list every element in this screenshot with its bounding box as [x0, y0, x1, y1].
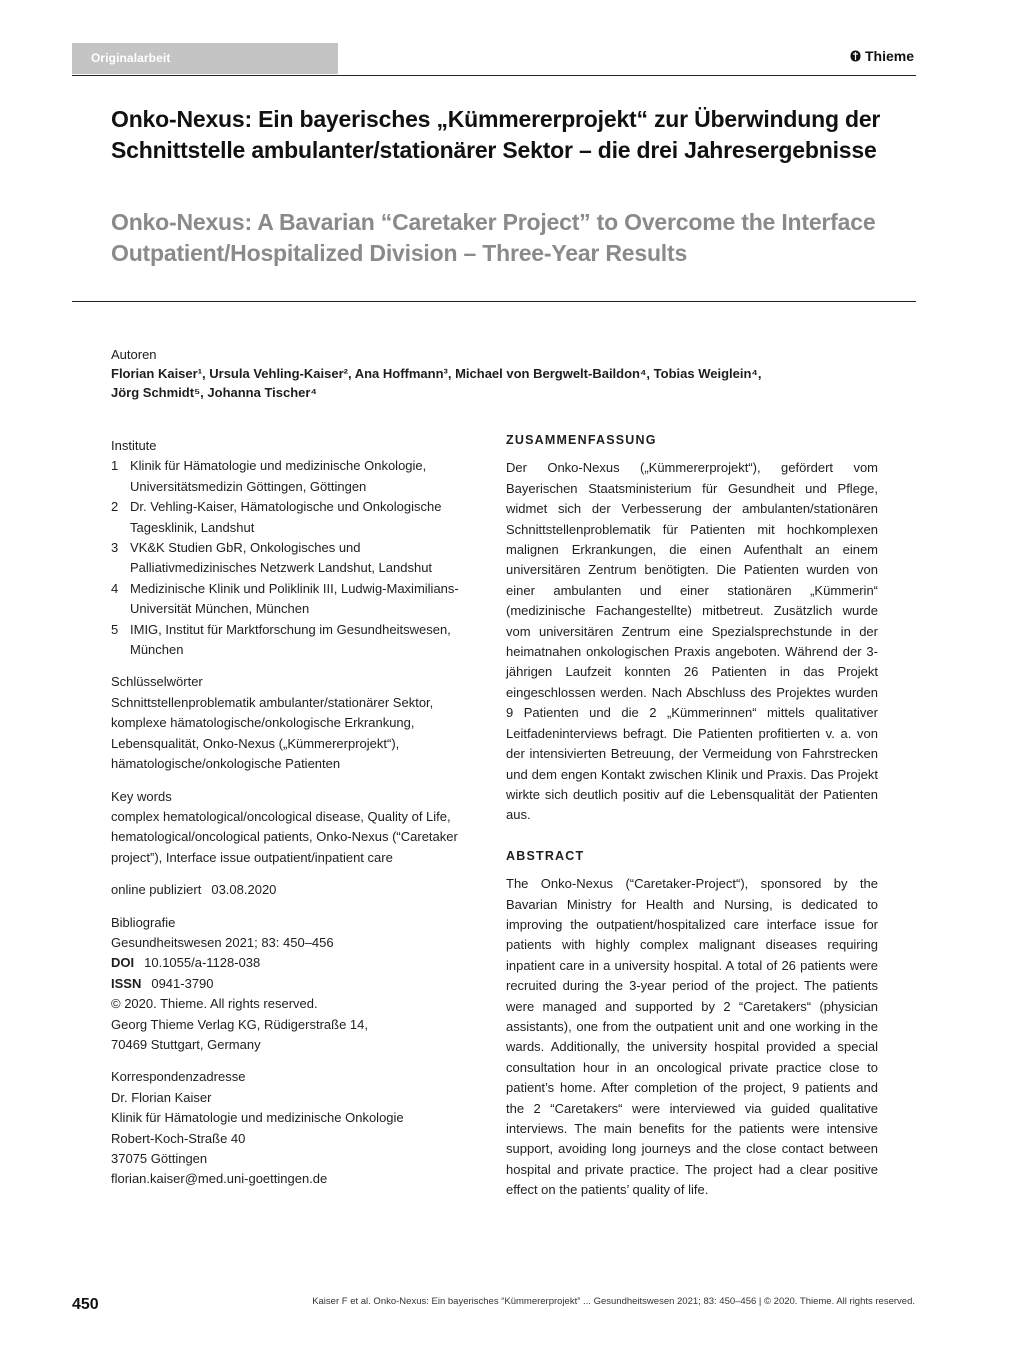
publisher-address-line-1: Georg Thieme Verlag KG, Rüdigerstraße 14, [111, 1016, 368, 1032]
keywords-de-section [111, 672, 483, 774]
abstract-heading: ABSTRACT [506, 848, 585, 863]
institute-item [111, 538, 483, 579]
zusammenfassung-heading: ZUSAMMENFASSUNG [506, 433, 657, 447]
issn-line [111, 974, 483, 994]
published-section [111, 880, 483, 900]
institute-text: VK&K Studien GbR, Onkologisches und Palliativmedizinisches Netzwerk Landshut, Landshut [130, 540, 433, 576]
bibliography-journal: Gesundheitswesen 2021; 83: 450–456 [111, 934, 334, 950]
keywords-de-text: Schnittstellenproblematik ambulanter/stationärer Sektor, komplexe hämatologische/onkologische Erkrankung, Lebensqualität, Onko-Nexus („Kümmererprojekt“), hämatologische/onkologische Patienten [111, 694, 434, 772]
correspondence-section [111, 1067, 483, 1189]
institute-item [111, 497, 483, 538]
header-rule [72, 75, 916, 76]
institutes-label: Institute [111, 438, 157, 453]
bibliography-label: Bibliografie [111, 914, 176, 930]
publisher-logo [850, 48, 914, 64]
zusammenfassung-text: Der Onko-Nexus („Kümmererprojekt“), gefördert vom Bayerischen Staatsministerium für Gesundheit und Pflege, widmet sich der Verbesserung der ambulanten/stationären Schnittstellenproblematik für Patienten mit hochkomplexen malignen Erkrankungen, die einen Aufenthalt an einem universitären Zentrum benötigten. Die Patienten wurden von einer ambulanten und einer stationären „Kümmerin“ (medizinische Fachangestellte) mitbetreut. Zusätzlich wurde vom universitären Zentrum eine Spezialsprechstunde in der heimatnahen onkologischen Praxis angeboten. Während der 3-jährigen Laufzeit konnten 26 Patienten in das Projekt eingeschlossen werden. Nach Abschluss des Projektes wurden 9 Patienten und die 2 „Kümmerinnen“ mittels qualitativer Leitfadeninterviews befragt. Die Patienten profitierten v. a. von der intensivierten Betreuung, der Vermeidung von Fahrstrecken und dem engen Kontakt zwischen Klinik und Praxis. Das Projekt wirkte sich deutlich positiv auf die Lebensqualität der Patienten aus. [506, 460, 878, 823]
correspondence-street: Robert-Koch-Straße 40 [111, 1130, 246, 1146]
institute-number: 4 [111, 580, 119, 596]
correspondence-name: Dr. Florian Kaiser [111, 1089, 212, 1105]
published-date: 03.08.2020 [211, 882, 277, 898]
authors-line-2: Jörg Schmidt⁵, Johanna Tischer⁴ [111, 385, 317, 400]
abstract-column [506, 430, 878, 1221]
institute-text: Dr. Vehling-Kaiser, Hämatologische und Onkologische Tagesklinik, Landshut [130, 499, 442, 535]
institute-text: Medizinische Klinik und Poliklinik III, Ludwig-Maximilians-Universität München, München [130, 580, 459, 617]
section-label-bar [72, 43, 338, 74]
published-label: online publiziert [111, 882, 202, 898]
issn-value: 0941-3790 [151, 975, 214, 991]
doi-line [111, 953, 483, 973]
doi-label: DOI [111, 955, 135, 971]
institute-item [111, 579, 483, 620]
bibliography-section [111, 913, 483, 1056]
keywords-en-section [111, 787, 483, 869]
correspondence-dept: Klinik für Hämatologie und medizinische Onkologie [111, 1110, 404, 1126]
footer-citation: Kaiser F et al. Onko-Nexus: Ein bayerisches “Kümmererprojekt” ... Gesundheitswesen 2021; 83: 450–456 | © 2020. Thieme. All rights reserved. [312, 1296, 915, 1307]
copyright-line: © 2020. Thieme. All rights reserved. [111, 996, 318, 1012]
institute-number: 1 [111, 458, 119, 474]
page-number: 450 [72, 1296, 99, 1313]
institute-item [111, 620, 483, 661]
correspondence-email[interactable]: florian.kaiser@med.uni-goettingen.de [111, 1171, 328, 1187]
issn-label: ISSN [111, 975, 142, 991]
publisher-name: Thieme [864, 48, 914, 64]
institute-text: Klinik für Hämatologie und medizinische Onkologie, Universitätsmedizin Göttingen, Göttingen [130, 458, 427, 494]
title-german: Onko-Nexus: Ein bayerisches „Kümmererprojekt“ zur Überwindung der Schnittstelle ambulanter/stationärer Sektor – die drei Jahresergebnisse [111, 106, 881, 163]
thieme-logo-icon [850, 50, 861, 62]
correspondence-label: Korrespondenzadresse [111, 1069, 246, 1085]
institutes-section [111, 436, 483, 660]
authors-block [111, 345, 831, 402]
title-english: Onko-Nexus: A Bavarian “Caretaker Project” to Overcome the Interface Outpatient/Hospitalized Division – Three-Year Results [111, 209, 876, 266]
institute-item [111, 456, 483, 497]
publisher-address-line-2: 70469 Stuttgart, Germany [111, 1036, 261, 1052]
correspondence-city: 37075 Göttingen [111, 1151, 208, 1166]
institute-number: 3 [111, 540, 119, 556]
keywords-en-text: complex hematological/oncological disease, Quality of Life, hematological/oncological patients, Onko-Nexus (“Caretaker project”), Interface issue outpatient/inpatient care [111, 808, 458, 865]
title-rule [72, 301, 916, 302]
doi-value[interactable]: 10.1055/a-1128-038 [144, 955, 261, 971]
institute-number: 5 [111, 621, 119, 637]
keywords-en-label: Key words [111, 788, 172, 804]
institute-number: 2 [111, 499, 119, 515]
authors-line-1: Florian Kaiser¹, Ursula Vehling-Kaiser², Ana Hoffmann³, Michael von Bergwelt-Baildon⁴, Tobias Weiglein⁴, [111, 366, 762, 381]
keywords-de-label: Schlüsselwörter [111, 674, 203, 690]
metadata-column [111, 436, 483, 1202]
authors-label: Autoren [111, 347, 157, 362]
section-label: Originalarbeit [91, 51, 171, 65]
institute-text: IMIG, Institut für Marktforschung im Gesundheitswesen, München [130, 621, 451, 658]
abstract-text: The Onko-Nexus (“Caretaker-Project“), sponsored by the Bavarian Ministry for Health and Nursing, is dedicated to improving the outpatient/hospitalized care interface issue for patients with highly complex malignant diseases requiring inpatient care in a university hospital. A total of 26 patients were recruited during the 3-year period of the project. The patients were managed and supported by 2 “Caretakers“ (physician assistants), one from the outpatient unit and one working in the wards. Additionally, the university hospital provided a special consultation hour in an oncological private practice close to patient’s home. After completion of the project, 9 patients and the 2 “Caretakers“ were interviewed via guided qualitative interviews. The main benefits for the patients were intensive support, avoiding long journeys and the close contact between hospital and private practice. The project had a clear positive effect on the patients’ quality of life. [506, 876, 878, 1198]
